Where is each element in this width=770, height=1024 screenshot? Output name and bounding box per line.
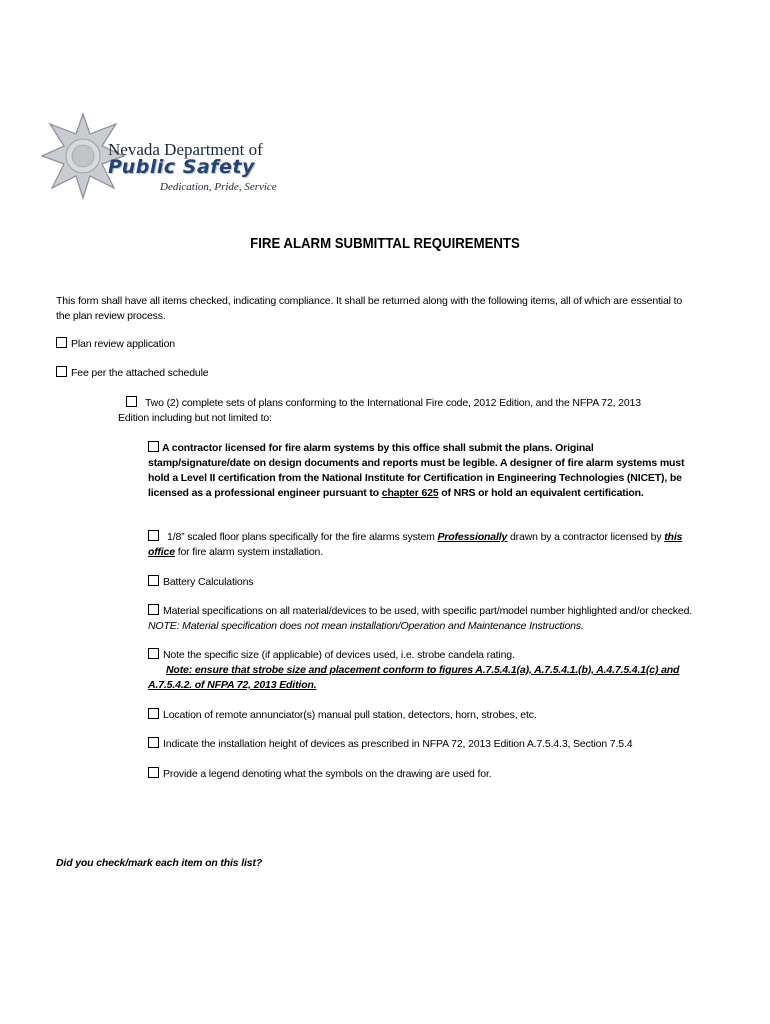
size-checkbox[interactable] [148,648,159,659]
material-text: Material specifications on all material/devices to be used, with specific part/model number highlighted and/or checked. [163,605,693,617]
agency-logo [38,110,278,200]
item-plan-review [56,337,656,352]
logo-tagline: Dedication, Pride, Service [160,181,277,193]
legend-label: Provide a legend denoting what the symbols on the drawing are used for. [163,768,492,780]
height-checkbox[interactable] [148,737,159,748]
plan-review-label: Plan review application [71,338,175,350]
logo-line-public-safety: Public Safety [108,156,255,178]
battery-checkbox[interactable] [148,575,159,586]
size-text: Note the specific size (if applicable) of devices used, i.e. strobe candela rating. [163,649,515,661]
item-size [148,648,693,693]
floor-plans-text-a: 1/8” scaled floor plans specifically for the fire alarms system [167,531,438,543]
legend-checkbox[interactable] [148,767,159,778]
location-checkbox[interactable] [148,708,159,719]
item-height [148,737,693,752]
item-location [148,708,693,723]
battery-label: Battery Calculations [163,576,254,588]
fee-checkbox[interactable] [56,366,67,377]
item-floor-plans [148,530,693,560]
contractor-checkbox[interactable] [148,441,159,452]
page-title: FIRE ALARM SUBMITTAL REQUIREMENTS [250,235,520,252]
contractor-text-a: A contractor licensed for fire alarm systems by this office shall submit the plans. Original stamp/signature/date on design documents and reports must be legible. A designer of fire alarm systems must hold a Level II certification from the National Institute for Certification in Engineering Technologies (NICET), be licensed as a professional engineer pursuant to [148,442,685,499]
floor-plans-text-c: for fire alarm system installation. [174,546,323,558]
logo-line-department: Nevada Department of [108,140,263,159]
floor-plans-checkbox[interactable] [148,530,159,541]
plans-checkbox[interactable] [126,396,137,407]
chapter-625-link[interactable]: chapter 625 [381,487,439,499]
item-fee [56,366,656,381]
plan-review-checkbox[interactable] [56,337,67,348]
plans-label: Two (2) complete sets of plans conforming to the International Fire code, 2012 Edition, and the NFPA 72, 2013 Edition including but not limited to: [118,397,641,424]
item-contractor [148,441,693,501]
material-checkbox[interactable] [148,604,159,615]
closing-question: Did you check/mark each item on this list? [56,857,263,869]
professionally-emphasis: Professionally [437,531,508,543]
intro-text: This form shall have all items checked, indicating compliance. It shall be returned along with the following items, all of which are essential to the plan review process. [56,295,683,322]
this-office-emphasis: this office [148,531,683,558]
material-note: NOTE: Material specification does not mean installation/Operation and Maintenance Instructions. [148,620,584,632]
height-label: Indicate the installation height of devices as prescribed in NFPA 72, 2013 Edition A.7.5.4.3, Section 7.5.4 [163,738,633,750]
item-legend [148,767,693,782]
contractor-text-b: of NRS or hold an equivalent certification. [438,487,644,499]
strobe-note: Note: ensure that strobe size and placement conform to figures A.7.5.4.1(a), A.7.5.4.1.(b), A.4.7.5.4.1(c) and A.7.5.4.2. of NFPA 72, 2013 Edition. [148,664,680,691]
item-battery [148,575,693,590]
floor-plans-text-b: drawn by a contractor licensed by [507,531,665,543]
item-plans [118,396,673,426]
location-label: Location of remote annunciator(s) manual pull station, detectors, horn, strobes, etc. [163,709,537,721]
fee-label: Fee per the attached schedule [71,367,209,379]
item-material [148,604,693,634]
